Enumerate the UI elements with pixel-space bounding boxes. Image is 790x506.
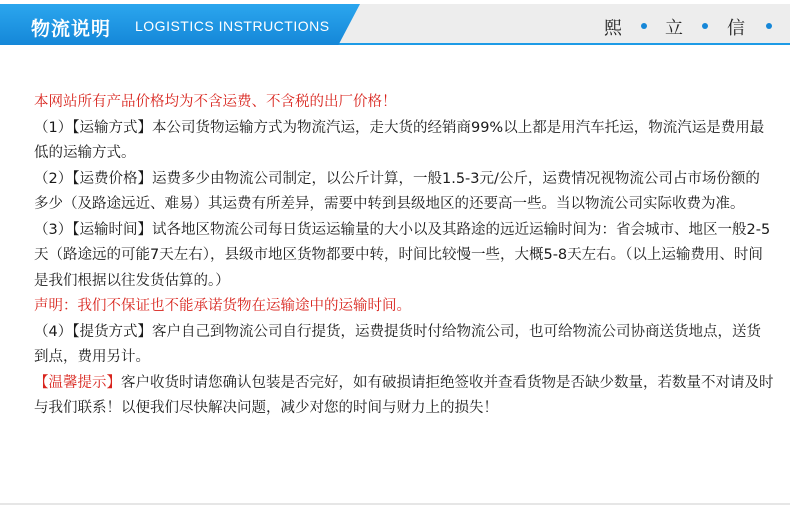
item-number: （2） <box>34 170 73 187</box>
brand-dot-icon <box>766 23 772 29</box>
header-title-en: LOGISTICS INSTRUCTIONS <box>135 18 330 34</box>
item-text: 运费多少由物流公司制定，以公斤计算，一般1.5-3元/公斤，运费情况视物流公司占市场份额的多少（及路途远近、难易）其运费有所差异，需要中转到县级地区的还要高一些。当以物流公司实际收费为准。 <box>34 170 760 212</box>
item-transport-time <box>34 218 774 295</box>
logistics-instructions-body <box>34 90 774 422</box>
tip-text: 客户收货时请您确认包装是否完好，如有破损请拒绝签收并查看货物是否缺少数量，若数量不对请及时与我们联系！以便我们尽快解决问题，减少对您的时间与财力上的损失！ <box>34 374 774 416</box>
item-shipping-price <box>34 167 774 218</box>
brand-char-2: 立 <box>665 18 683 39</box>
bottom-divider <box>0 503 790 505</box>
brand-char-1: 熙 <box>604 18 622 39</box>
item-transport-method <box>34 116 774 167</box>
tip-heading: 【温馨提示】 <box>34 374 121 391</box>
warm-tip <box>34 371 774 422</box>
brand-char-3: 信 <box>727 18 745 39</box>
item-heading: 【提货方式】 <box>72 323 152 340</box>
brand-name <box>0 14 790 39</box>
item-heading: 【运输时间】 <box>72 221 152 238</box>
section-header <box>0 0 790 50</box>
item-text: 客户自己到物流公司自行提货，运费提货时付给物流公司，也可给物流公司协商送货地点，送货到点，费用另计。 <box>34 323 761 365</box>
item-text: 本公司货物运输方式为物流汽运，走大货的经销商99%以上都是用汽车托运，物流汽运是费用最低的运输方式。 <box>34 119 765 161</box>
declaration: 声明：我们不保证也不能承诺货物在运输途中的运输时间。 <box>34 298 411 314</box>
price-notice: 本网站所有产品价格均为不含运费、不含税的出厂价格！ <box>34 94 397 110</box>
brand-dot-icon <box>641 23 647 29</box>
item-number: （3） <box>34 221 73 238</box>
item-pickup-method <box>34 320 774 371</box>
item-number: （4） <box>34 323 73 340</box>
item-heading: 【运输方式】 <box>72 119 152 136</box>
header-title-cn: 物流说明 <box>31 18 112 40</box>
item-heading: 【运费价格】 <box>72 170 152 187</box>
brand-dot-icon <box>702 23 708 29</box>
item-text: 试各地区物流公司每日货运运输量的大小以及其路途的远近运输时间为：省会城市、地区一般2-5天（路途远的可能7天左右），县级市地区货物都要中转，时间比较慢一些，大概5-8天左右。（以上运输费用、时间是我们根据以往发货估算的。） <box>34 221 771 289</box>
item-number: （1） <box>34 119 73 136</box>
